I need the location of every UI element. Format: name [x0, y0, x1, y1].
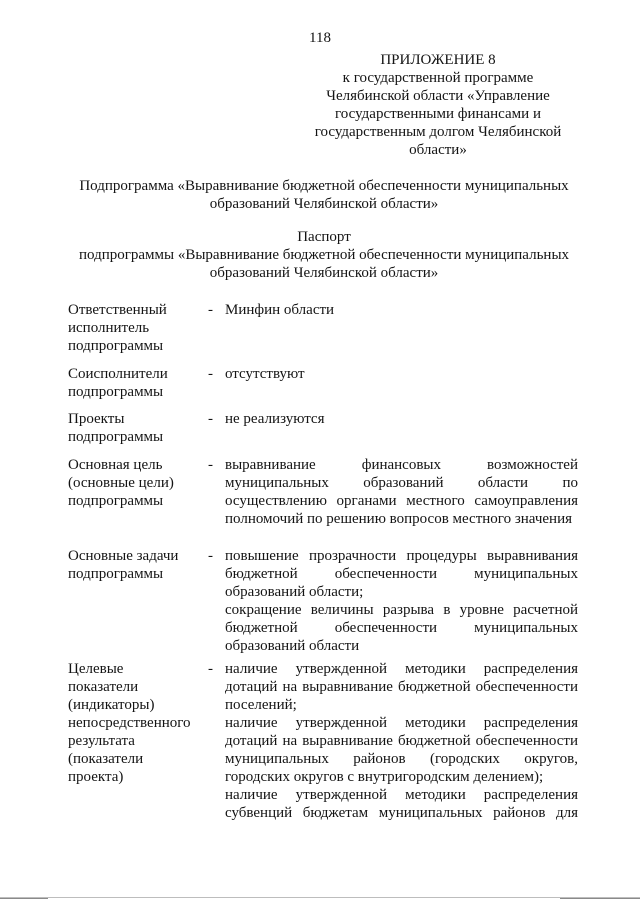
- row-label-line: Ответственный: [68, 302, 167, 318]
- row-label-line: (индикаторы): [68, 697, 155, 713]
- row-value-line: дотаций на выравнивание бюджетной обеспеченности: [225, 679, 578, 695]
- value-paragraph: [225, 601, 578, 655]
- row-separator-dash: -: [208, 366, 213, 382]
- row-value-line: бюджетной обеспеченности муниципальных: [225, 566, 578, 582]
- row-value-line: повышение прозрачности процедуры выравнивания: [225, 548, 578, 564]
- scan-edge-line: [0, 897, 640, 898]
- row-label-line: показатели: [68, 679, 139, 695]
- value-paragraph: [225, 410, 578, 428]
- row-value: [225, 301, 578, 319]
- appendix-header: [300, 51, 576, 159]
- passport-subtitle-line: образований Челябинской области»: [209, 265, 439, 281]
- row-value-line: образований области: [225, 638, 360, 654]
- row-label-line: (основные цели): [68, 475, 174, 491]
- value-paragraph: [225, 365, 578, 383]
- row-label-line: Проекты: [68, 411, 125, 427]
- row-value-line: наличие утвержденной методики распределения: [225, 661, 578, 677]
- passport-title: [68, 228, 580, 282]
- row-value-line: дотаций на выравнивание бюджетной обеспеченности: [225, 733, 578, 749]
- row-value-line: муниципальных образований области по: [225, 475, 578, 491]
- row-label: [68, 660, 206, 786]
- row-value: [225, 660, 578, 822]
- appendix-title: ПРИЛОЖЕНИЕ 8: [380, 52, 496, 68]
- value-paragraph: [225, 456, 578, 528]
- row-label-line: (показатели: [68, 751, 144, 767]
- row-value: [225, 365, 578, 383]
- row-label-line: Основные задачи: [68, 548, 179, 564]
- row-label-line: исполнитель: [68, 320, 150, 336]
- row-separator-dash: -: [208, 457, 213, 473]
- row-value-line: образований области;: [225, 584, 364, 600]
- value-paragraph: [225, 660, 578, 714]
- row-label-line: подпрограммы: [68, 566, 164, 582]
- appendix-line: к государственной программе: [342, 70, 534, 86]
- row-value-line: бюджетной обеспеченности муниципальных: [225, 620, 578, 636]
- row-value-line: отсутствуют: [225, 366, 305, 382]
- row-separator-dash: -: [208, 548, 213, 564]
- row-value-line: субвенций бюджетам муниципальных районов для: [225, 805, 578, 821]
- row-label: [68, 365, 206, 401]
- row-value-line: наличие утвержденной методики распределения: [225, 715, 578, 731]
- row-value-line: полномочий по решению вопросов местного значения: [225, 511, 572, 527]
- row-value: [225, 547, 578, 655]
- row-separator-dash: -: [208, 411, 213, 427]
- row-value-line: городских округов с внутригородским делением);: [225, 769, 544, 785]
- row-value: [225, 456, 578, 528]
- page-number: 118: [309, 30, 331, 46]
- row-label-line: Целевые: [68, 661, 124, 677]
- row-separator-dash: -: [208, 661, 213, 677]
- row-label-line: Соисполнители: [68, 366, 168, 382]
- subprogram-title: [68, 177, 580, 213]
- subprogram-title-line: образований Челябинской области»: [209, 196, 439, 212]
- row-value-line: Минфин области: [225, 302, 335, 318]
- value-paragraph: [225, 547, 578, 601]
- row-value-line: поселений;: [225, 697, 297, 713]
- passport-subtitle-line: подпрограммы «Выравнивание бюджетной обеспеченности муниципальных: [78, 247, 570, 263]
- row-label-line: подпрограммы: [68, 429, 164, 445]
- row-value-line: наличие утвержденной методики распределения: [225, 787, 578, 803]
- row-label-line: проекта): [68, 769, 124, 785]
- scan-edge-mark: [560, 898, 640, 899]
- row-label-line: результата: [68, 733, 135, 749]
- value-paragraph: [225, 714, 578, 786]
- appendix-line: государственными финансами и: [335, 106, 541, 122]
- row-label: [68, 547, 206, 583]
- row-label-line: подпрограммы: [68, 384, 164, 400]
- row-label: [68, 301, 206, 355]
- scan-edge-mark: [0, 898, 48, 899]
- subprogram-title-line: Подпрограмма «Выравнивание бюджетной обеспеченности муниципальных: [79, 178, 569, 194]
- row-value-line: сокращение величины разрыва в уровне расчетной: [225, 602, 578, 618]
- row-value-line: муниципальных районов (городских округов,: [225, 751, 578, 767]
- row-label: [68, 456, 206, 510]
- row-label-line: Основная цель: [68, 457, 163, 473]
- appendix-line: Челябинской области «Управление: [326, 88, 550, 104]
- row-value-line: осуществлению органами местного самоуправления: [225, 493, 578, 509]
- row-label: [68, 410, 206, 446]
- row-label-line: подпрограммы: [68, 338, 164, 354]
- value-paragraph: [225, 786, 578, 822]
- value-paragraph: [225, 301, 578, 319]
- passport-heading: Паспорт: [297, 229, 351, 245]
- row-value: [225, 410, 578, 428]
- row-separator-dash: -: [208, 302, 213, 318]
- row-label-line: непосредственного: [68, 715, 191, 731]
- row-label-line: подпрограммы: [68, 493, 164, 509]
- appendix-line: государственным долгом Челябинской: [314, 124, 562, 140]
- row-value-line: не реализуются: [225, 411, 325, 427]
- appendix-line: области»: [409, 142, 467, 158]
- row-value-line: выравнивание финансовых возможностей: [225, 457, 578, 473]
